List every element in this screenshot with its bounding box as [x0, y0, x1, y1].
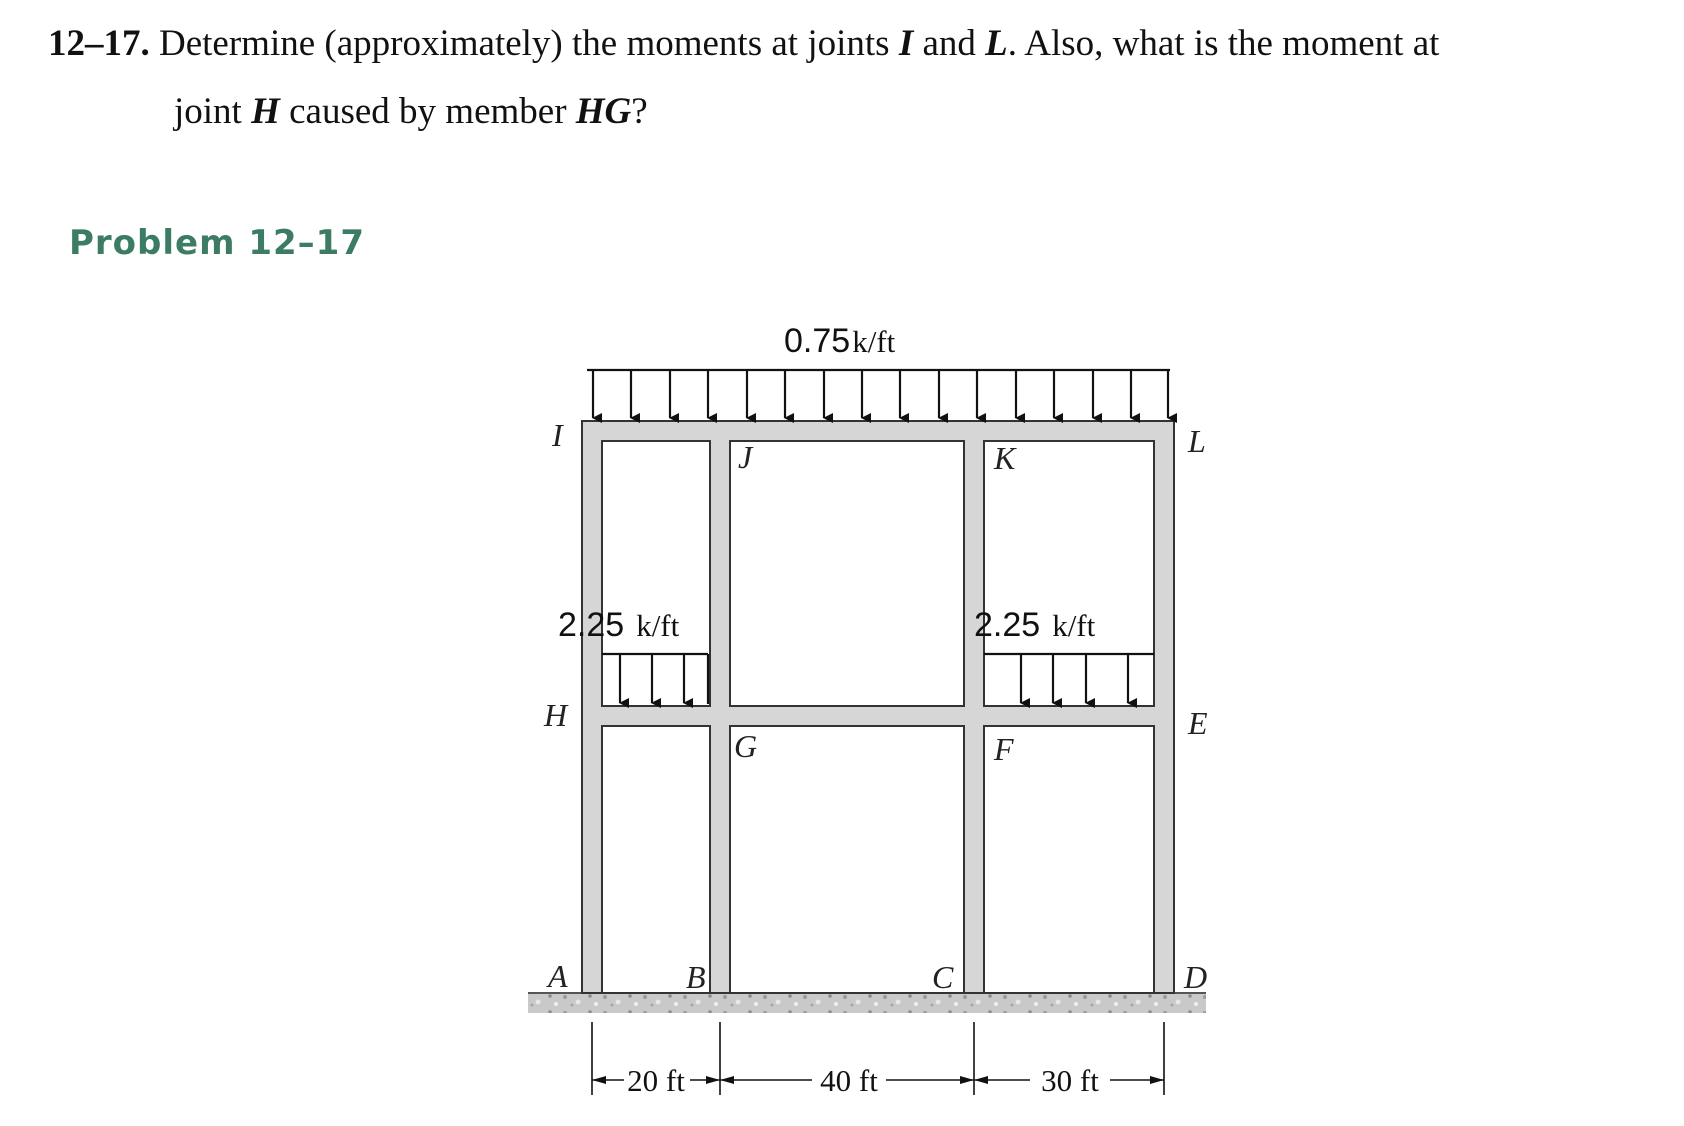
- joint-label-a: A: [548, 958, 568, 994]
- dim-label-bc: 40 ft: [820, 1063, 878, 1098]
- joint-label-g: G: [734, 728, 758, 764]
- joint-h-ref: H: [251, 91, 280, 132]
- joint-label-j: J: [738, 439, 753, 475]
- joint-i-ref: I: [898, 23, 914, 64]
- joint-label-c: C: [932, 959, 954, 995]
- member-hg-ref: HG: [575, 91, 632, 132]
- right-load-label: [974, 606, 1096, 644]
- problem-text-1: Determine (approximately) the moments at joints: [149, 23, 899, 64]
- right-load-value: 2.25: [974, 606, 1041, 644]
- problem-text-and: and: [913, 23, 986, 64]
- problem-number: 12–17.: [48, 23, 150, 64]
- problem-text-5: ?: [631, 91, 648, 132]
- problem-text-4: caused by member: [279, 91, 576, 132]
- problem-label: Problem 12–17: [69, 223, 365, 263]
- joint-label-e: E: [1188, 705, 1208, 741]
- problem-text-2: . Also, what is the moment at: [1007, 23, 1440, 64]
- right-load-unit: k/ft: [1052, 608, 1096, 643]
- joint-label-l: L: [1188, 423, 1206, 459]
- ground: [528, 993, 1206, 1013]
- top-load-label: [784, 322, 896, 360]
- top-load-unit: k/ft: [852, 324, 896, 359]
- joint-label-d: D: [1184, 959, 1208, 995]
- dim-label-cd: 30 ft: [1041, 1063, 1099, 1098]
- left-load-label: [558, 606, 680, 644]
- top-load-value: 0.75: [784, 322, 851, 360]
- joint-label-h: H: [544, 697, 568, 733]
- top-distributed-load: [587, 370, 1170, 418]
- joint-label-k: K: [994, 440, 1016, 476]
- problem-text-3: joint: [174, 91, 252, 132]
- joint-label-b: B: [686, 959, 706, 995]
- joint-l-ref: L: [985, 23, 1008, 64]
- left-load-unit: k/ft: [636, 608, 680, 643]
- left-load-value: 2.25: [558, 606, 625, 644]
- dim-label-ab: 20 ft: [627, 1063, 685, 1098]
- joint-label-i: I: [552, 417, 563, 453]
- joint-label-f: F: [994, 731, 1014, 767]
